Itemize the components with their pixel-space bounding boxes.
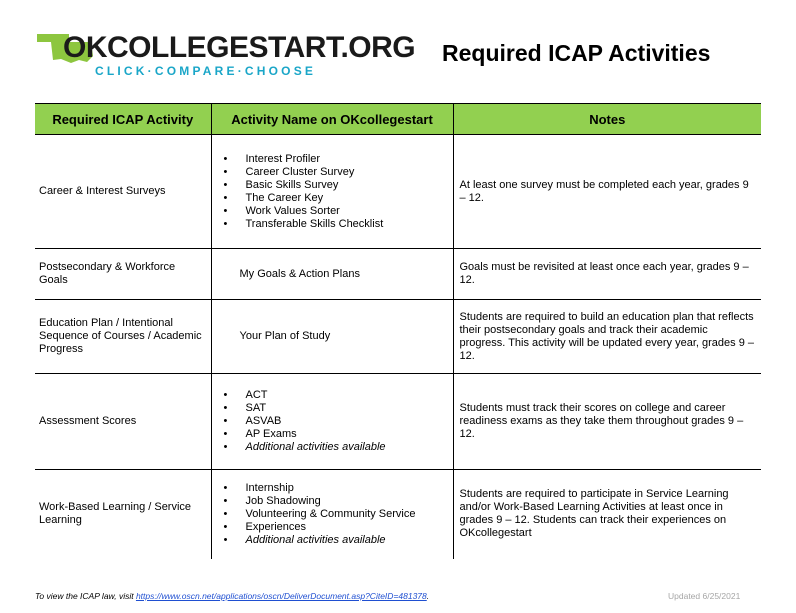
activity-name-cell: Your Plan of Study bbox=[211, 300, 453, 374]
table-row bbox=[35, 374, 761, 470]
list-item: • ACT bbox=[246, 389, 447, 402]
activity-cell: Work-Based Learning / Service Learning bbox=[35, 470, 211, 559]
list-item: • Job Shadowing bbox=[246, 495, 447, 508]
law-suffix: . bbox=[426, 591, 430, 601]
list-item: • The Career Key bbox=[246, 192, 447, 205]
logo-tagline: CLICK·COMPARE·CHOOSE bbox=[95, 64, 317, 78]
notes-cell: At least one survey must be completed each year, grades 9 – 12. bbox=[453, 135, 761, 249]
page-title: Required ICAP Activities bbox=[442, 40, 711, 66]
notes-cell: Students are required to participate in Service Learning and/or Work-Based Learning Activities at least once in grades 9 – 12. Students can track their experiences on OKcollegestart bbox=[453, 470, 761, 559]
activity-name-cell bbox=[211, 470, 453, 559]
okcollegestart-logo bbox=[35, 28, 415, 82]
activity-name-cell bbox=[211, 374, 453, 470]
list-item: • Work Values Sorter bbox=[246, 205, 447, 218]
list-item: • Additional activities available bbox=[246, 441, 447, 454]
footer-law-note bbox=[35, 591, 429, 601]
icap-law-link[interactable]: https://www.oscn.net/applications/oscn/DeliverDocument.asp?CiteID=481378 bbox=[135, 591, 427, 601]
notes-cell: Students are required to build an education plan that reflects their postsecondary goals and track their academic progress. This activity will be updated every year, grades 9 – 12. bbox=[453, 300, 761, 374]
list-item: • Volunteering & Community Service bbox=[246, 508, 447, 521]
table-row bbox=[35, 135, 761, 249]
list-item: • Interest Profiler bbox=[246, 153, 447, 166]
activity-cell: Education Plan / Intentional Sequence of Courses / Academic Progress bbox=[35, 300, 211, 374]
list-item: • Additional activities available bbox=[246, 534, 447, 547]
table-header-row bbox=[35, 104, 761, 135]
list-item: • Internship bbox=[246, 482, 447, 495]
activity-name-list bbox=[218, 389, 447, 454]
activity-name-list bbox=[218, 482, 447, 547]
activity-name-cell: My Goals & Action Plans bbox=[211, 249, 453, 300]
notes-cell: Goals must be revisited at least once each year, grades 9 – 12. bbox=[453, 249, 761, 300]
list-item: • Basic Skills Survey bbox=[246, 179, 447, 192]
logo-text: OKCOLLEGESTART.ORG bbox=[63, 31, 416, 64]
activity-name-cell bbox=[211, 135, 453, 249]
activity-name-list bbox=[218, 153, 447, 231]
activity-cell: Career & Interest Surveys bbox=[35, 135, 211, 249]
list-item: • ASVAB bbox=[246, 415, 447, 428]
law-prefix: To view the ICAP law, visit bbox=[35, 591, 136, 601]
table-row bbox=[35, 300, 761, 374]
notes-cell: Students must track their scores on college and career readiness exams as they take them throughout grades 9 – 12. bbox=[453, 374, 761, 470]
column-header-notes: Notes bbox=[453, 104, 761, 135]
column-header-name: Activity Name on OKcollegestart bbox=[211, 104, 453, 135]
list-item: • SAT bbox=[246, 402, 447, 415]
list-item: • Transferable Skills Checklist bbox=[246, 218, 447, 231]
list-item: • AP Exams bbox=[246, 428, 447, 441]
table-row bbox=[35, 470, 761, 559]
activity-cell: Assessment Scores bbox=[35, 374, 211, 470]
column-header-activity: Required ICAP Activity bbox=[35, 104, 211, 135]
list-item: • Experiences bbox=[246, 521, 447, 534]
updated-date: Updated 6/25/2021 bbox=[668, 591, 741, 601]
list-item: • Career Cluster Survey bbox=[246, 166, 447, 179]
icap-table bbox=[35, 103, 761, 559]
table-row bbox=[35, 249, 761, 300]
activity-cell: Postsecondary & Workforce Goals bbox=[35, 249, 211, 300]
